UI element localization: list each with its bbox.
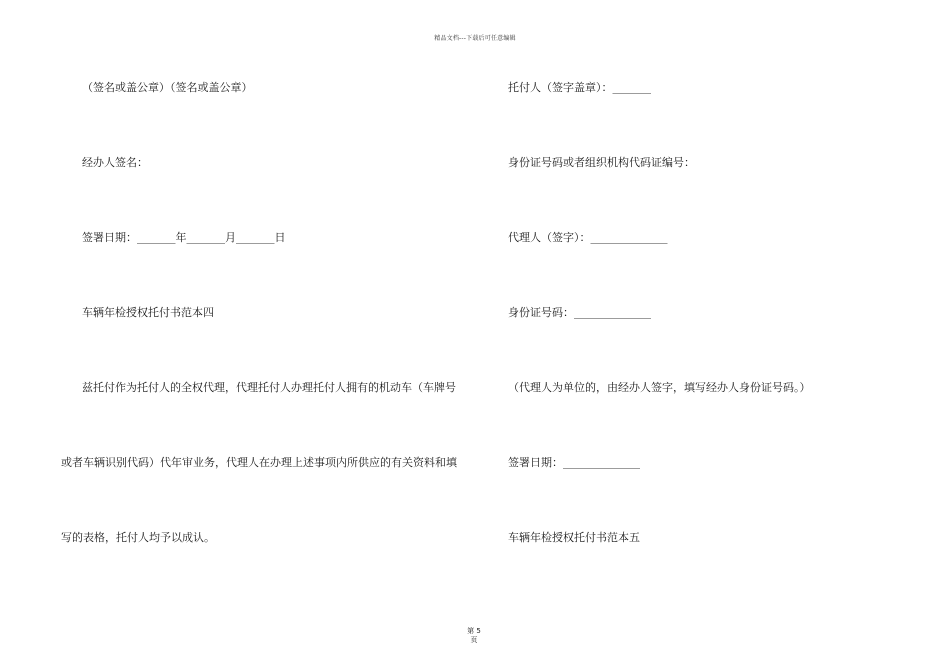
page-number-line-1: 第 5 (467, 627, 481, 635)
template-four-title: 车辆年检授权托付书范本四 (82, 306, 214, 319)
agent-unit-note: （代理人为单位的，由经办人签字，填写经办人身份证号码。） (508, 381, 811, 394)
handler-signature-label: 经办人签名： (82, 156, 148, 169)
page-number-line-2: 页 (470, 636, 478, 644)
id-number-label: 身份证号码：______________ (508, 306, 651, 319)
agent-signature-label: 代理人（签字）：______________ (508, 231, 668, 244)
body-paragraph-line-1: 兹托付作为托付人的全权代理，代理托付人办理托付人拥有的机动车（车牌号 (82, 381, 456, 394)
page-header: 精品文档---下载后可任意编辑 (434, 35, 516, 42)
signing-date-left: 签署日期：_______年_______月_______日 (82, 231, 286, 244)
principal-signature-label: 托付人（签字盖章）：_______ (508, 81, 651, 94)
template-five-title: 车辆年检授权托付书范本五 (508, 531, 640, 544)
signing-date-right: 签署日期：______________ (508, 456, 640, 469)
id-or-org-code-label: 身份证号码或者组织机构代码证编号： (508, 156, 695, 169)
signature-seal-label: （签名或盖公章）（签名或盖公章） (82, 81, 253, 94)
page-number (460, 627, 488, 645)
body-paragraph-line-2: 或者车辆识别代码）代年审业务，代理人在办理上述事项内所供应的有关资料和填 (61, 456, 457, 469)
body-paragraph-line-3: 写的表格，托付人均予以成认。 (61, 531, 215, 544)
